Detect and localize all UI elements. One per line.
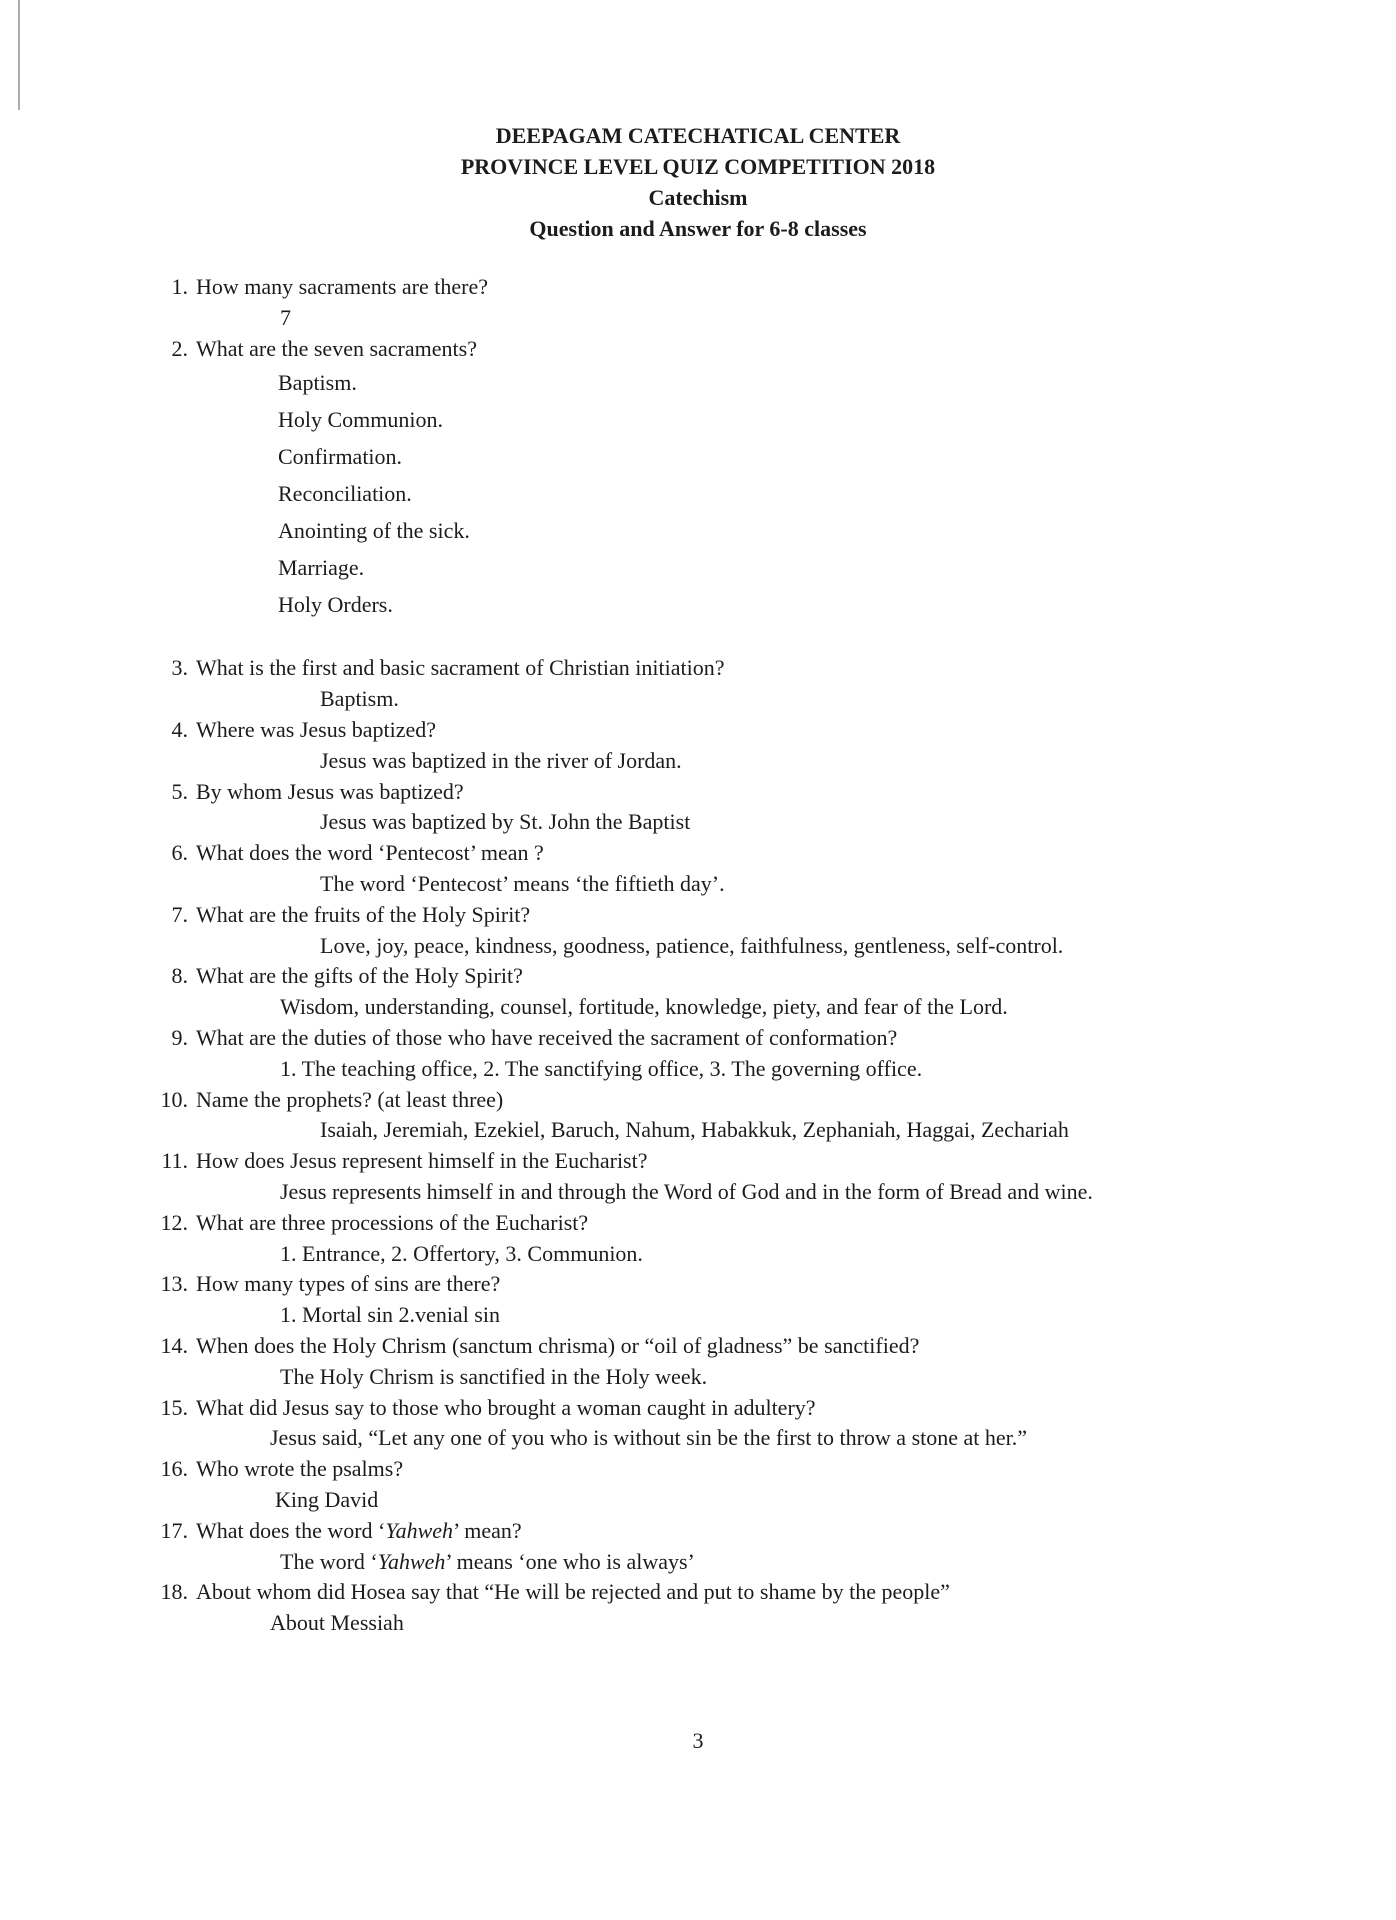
- question-3: [0, 653, 1396, 684]
- list-item: Confirmation.: [278, 444, 403, 470]
- answer-9: 1. The teaching office, 2. The sanctifying office, 3. The governing office.: [280, 1055, 923, 1081]
- question-text: What are three processions of the Eucharist?: [196, 1209, 589, 1235]
- question-number: 2.: [171, 335, 188, 361]
- header-center-name: DEEPAGAM CATECHATICAL CENTER: [495, 123, 901, 148]
- header-competition-title: PROVINCE LEVEL QUIZ COMPETITION 2018: [460, 154, 936, 179]
- question-text: How does Jesus represent himself in the Eucharist?: [196, 1148, 648, 1174]
- answer-17: [0, 1547, 1396, 1578]
- answer-16: King David: [275, 1486, 379, 1512]
- question-number: 3.: [171, 655, 188, 681]
- question-5: [0, 777, 1396, 808]
- question-text: What did Jesus say to those who brought a woman caught in adultery?: [196, 1394, 816, 1420]
- question-17: [0, 1516, 1396, 1547]
- scan-edge-mark: [18, 0, 20, 110]
- question-14: [0, 1331, 1396, 1362]
- question-16: [0, 1454, 1396, 1485]
- answer-3: Baptism.: [320, 686, 399, 712]
- list-item: Holy Orders.: [278, 592, 393, 618]
- header-audience: Question and Answer for 6-8 classes: [529, 216, 867, 241]
- question-text: How many types of sins are there?: [196, 1271, 501, 1297]
- question-7: [0, 900, 1396, 931]
- list-item: Baptism.: [278, 370, 357, 396]
- answer-18: About Messiah: [270, 1610, 404, 1636]
- question-text: What are the duties of those who have received the sacrament of conformation?: [196, 1024, 898, 1050]
- answer-11: Jesus represents himself in and through the Word of God and in the form of Bread and wine.: [280, 1178, 1093, 1204]
- question-2: [0, 334, 1396, 365]
- list-item: Anointing of the sick.: [278, 518, 470, 544]
- question-text: How many sacraments are there?: [196, 274, 488, 299]
- question-text: Where was Jesus baptized?: [196, 716, 437, 742]
- question-answer-list: [0, 272, 1396, 1639]
- answer-14: The Holy Chrism is sanctified in the Holy week.: [280, 1363, 708, 1389]
- list-item: Marriage.: [278, 555, 365, 581]
- question-12: [0, 1208, 1396, 1239]
- question-11: [0, 1146, 1396, 1177]
- question-number: 1.: [171, 274, 188, 299]
- header-subject: Catechism: [648, 185, 748, 210]
- question-text: By whom Jesus was baptized?: [196, 778, 464, 804]
- answer-5: Jesus was baptized by St. John the Baptist: [320, 809, 691, 835]
- question-18: [0, 1577, 1396, 1608]
- question-number: 4.: [171, 716, 188, 742]
- page-number: 3: [692, 1728, 704, 1753]
- question-10: [0, 1085, 1396, 1116]
- answer-4: Jesus was baptized in the river of Jordan.: [320, 747, 682, 773]
- question-number: 16.: [160, 1456, 188, 1482]
- question-1: [0, 272, 1396, 303]
- question-number: 12.: [160, 1209, 188, 1235]
- question-text: Who wrote the psalms?: [196, 1456, 404, 1482]
- question-text-prefix: What does the word ‘: [196, 1517, 386, 1543]
- question-number: 15.: [160, 1394, 188, 1420]
- list-item: Holy Communion.: [278, 407, 444, 433]
- answer-13: 1. Mortal sin 2.venial sin: [280, 1302, 500, 1328]
- question-text: Name the prophets? (at least three): [196, 1086, 504, 1112]
- question-number: 6.: [171, 840, 188, 866]
- question-text: What are the fruits of the Holy Spirit?: [196, 901, 531, 927]
- answer-text-suffix: ’ means ‘one who is always’: [445, 1548, 695, 1574]
- question-text: What are the gifts of the Holy Spirit?: [196, 963, 523, 989]
- question-number: 18.: [160, 1579, 188, 1605]
- question-text-suffix: ’ mean?: [453, 1517, 522, 1543]
- question-number: 11.: [161, 1148, 188, 1174]
- answer-6: The word ‘Pentecost’ means ‘the fiftieth day’.: [320, 870, 725, 896]
- question-number: 13.: [160, 1271, 188, 1297]
- answer-8: Wisdom, understanding, counsel, fortitude, knowledge, piety, and fear of the Lord.: [280, 994, 1008, 1020]
- question-text: About whom did Hosea say that “He will be rejected and put to shame by the people”: [196, 1579, 950, 1605]
- question-text-emphasis: Yahweh: [385, 1517, 454, 1543]
- answer-text-prefix: The word ‘: [280, 1548, 378, 1574]
- question-13: [0, 1269, 1396, 1300]
- question-number: 9.: [171, 1024, 188, 1050]
- question-number: 17.: [160, 1517, 188, 1543]
- question-9: [0, 1023, 1396, 1054]
- question-number: 14.: [160, 1332, 188, 1358]
- question-text: What does the word ‘Pentecost’ mean ?: [196, 840, 544, 866]
- document-header: [0, 120, 1396, 244]
- question-number: 5.: [171, 778, 188, 804]
- question-text: What is the first and basic sacrament of Christian initiation?: [196, 655, 725, 681]
- question-text: What are the seven sacraments?: [196, 335, 477, 361]
- question-text: [196, 1516, 522, 1547]
- spacer: [0, 623, 1396, 653]
- question-15: [0, 1393, 1396, 1424]
- list-item: Reconciliation.: [278, 481, 412, 507]
- question-6: [0, 838, 1396, 869]
- answer-10: Isaiah, Jeremiah, Ezekiel, Baruch, Nahum, Habakkuk, Zephaniah, Haggai, Zechariah: [320, 1117, 1069, 1143]
- question-8: [0, 961, 1396, 992]
- question-text: When does the Holy Chrism (sanctum chrisma) or “oil of gladness” be sanctified?: [196, 1332, 920, 1358]
- answer-12: 1. Entrance, 2. Offertory, 3. Communion.: [280, 1240, 643, 1266]
- question-number: 8.: [171, 963, 188, 989]
- answer-7: Love, joy, peace, kindness, goodness, patience, faithfulness, gentleness, self-control.: [320, 932, 1064, 958]
- answer-2-list: [0, 364, 1396, 623]
- question-number: 10.: [160, 1086, 188, 1112]
- question-4: [0, 715, 1396, 746]
- answer-1: 7: [280, 304, 291, 330]
- question-number: 7.: [171, 901, 188, 927]
- answer-text-emphasis: Yahweh: [377, 1548, 446, 1574]
- answer-15: Jesus said, “Let any one of you who is without sin be the first to throw a stone at her.”: [270, 1425, 1028, 1451]
